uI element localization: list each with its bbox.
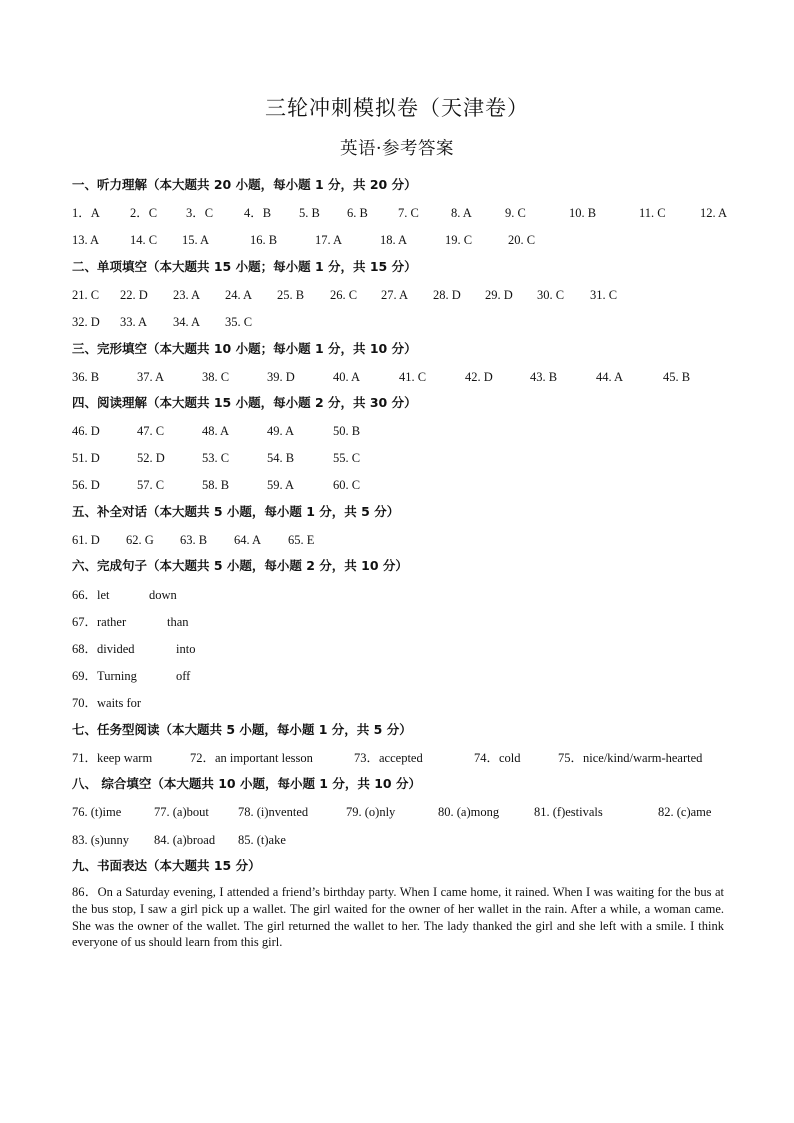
answer-item: 17. A <box>315 233 343 247</box>
answer-item: off <box>176 669 191 683</box>
answer-row <box>72 367 732 387</box>
section-heading: 九、书面表达（本大题共 15 分） <box>72 858 261 873</box>
answer-item: 25. B <box>277 288 305 302</box>
answer-item: 12. A <box>700 206 728 220</box>
answer-item: 84. (a)broad <box>154 833 216 847</box>
answer-item: 79. (o)nly <box>346 805 396 819</box>
answer-item: 30. C <box>537 288 565 302</box>
answer-item: 14. C <box>130 233 158 247</box>
section-heading: 七、任务型阅读（本大题共 5 小题，每小题 1 分，共 5 分） <box>72 722 412 737</box>
answer-item: 16. B <box>250 233 278 247</box>
answer-item: 55. C <box>333 451 361 465</box>
answer-item: into <box>176 642 196 656</box>
answer-item: 7. C <box>398 206 419 220</box>
answer-row <box>72 421 732 441</box>
answer-item: 39. D <box>267 370 295 384</box>
answer-item: 73．accepted <box>354 751 423 765</box>
answer-item: 42. D <box>465 370 493 384</box>
answer-item: 56. D <box>72 478 100 492</box>
answer-item: 67．rather <box>72 615 127 629</box>
section-heading: 一、听力理解（本大题共 20 小题，每小题 1 分，共 20 分） <box>72 177 417 192</box>
answer-row <box>72 312 732 332</box>
answer-item: 19. C <box>445 233 473 247</box>
answer-item: 1．A <box>72 206 100 220</box>
answer-item: 68．divided <box>72 642 135 656</box>
answer-item: 35. C <box>225 315 253 329</box>
answer-item: 72．an important lesson <box>190 751 313 765</box>
answer-item: 23. A <box>173 288 201 302</box>
answer-item: 32. D <box>72 315 100 329</box>
answer-row <box>72 203 732 223</box>
answer-item: 2．C <box>130 206 158 220</box>
answer-item: 45. B <box>663 370 691 384</box>
section-heading: 六、完成句子（本大题共 5 小题，每小题 2 分，共 10 分） <box>72 558 408 573</box>
answer-item: down <box>149 588 177 602</box>
answer-item: 5. B <box>299 206 320 220</box>
answer-row <box>72 285 732 305</box>
section-heading: 五、补全对话（本大题共 5 小题，每小题 1 分，共 5 分） <box>72 504 400 519</box>
answer-item: 43. B <box>530 370 558 384</box>
answer-item: 37. A <box>137 370 165 384</box>
answer-item: 46. D <box>72 424 100 438</box>
section-heading: 八、 综合填空（本大题共 10 小题，每小题 1 分，共 10 分） <box>72 776 421 791</box>
essay-answer: 86．On a Saturday evening, I attended a friend’s birthday party. When I came home, it rained. When I was waiting for the bus at the bus stop, I saw a girl pick up a wallet. The girl waited for the owner of her wallet in the rain. After a while, a woman came. She was the owner of the wallet. The girl returned the wallet to her. The lady thanked the girl and she left with a smile. I think everyone of us should learn from this girl. <box>72 885 724 950</box>
answer-item: 54. B <box>267 451 295 465</box>
answer-item: 18. A <box>380 233 408 247</box>
answer-item: than <box>167 615 189 629</box>
answer-item: 9. C <box>505 206 526 220</box>
answer-item: 59. A <box>267 478 295 492</box>
answer-item: 10. B <box>569 206 597 220</box>
answer-item: 24. A <box>225 288 253 302</box>
page-subtitle: 英语·参考答案 <box>339 139 455 159</box>
answer-item: 4．B <box>244 206 272 220</box>
answer-item: 48. A <box>202 424 230 438</box>
answer-item: 49. A <box>267 424 295 438</box>
answer-item: 41. C <box>399 370 427 384</box>
answer-item: 44. A <box>596 370 624 384</box>
section-heading: 三、完形填空（本大题共 10 小题；每小题 1 分，共 10 分） <box>72 341 417 356</box>
answer-item: 77. (a)bout <box>154 805 209 819</box>
answer-item: 58. B <box>202 478 230 492</box>
answer-item: 27. A <box>381 288 409 302</box>
answer-item: 11. C <box>639 206 666 220</box>
answer-item: 65. E <box>288 533 315 547</box>
answer-row <box>72 530 732 550</box>
answer-item: 8. A <box>451 206 472 220</box>
answer-item: 61. D <box>72 533 100 547</box>
answer-row <box>72 693 732 713</box>
answer-item: 40. A <box>333 370 361 384</box>
answer-item: 82. (c)ame <box>658 805 712 819</box>
answer-item: 78. (i)nvented <box>238 805 309 819</box>
answer-item: 31. C <box>590 288 618 302</box>
section-heading: 四、阅读理解（本大题共 15 小题，每小题 2 分，共 30 分） <box>72 395 417 410</box>
page-title: 三轮冲刺模拟卷（天津卷） <box>265 96 529 120</box>
answer-item: 80. (a)mong <box>438 805 500 819</box>
answer-row <box>72 639 732 659</box>
section-heading: 二、单项填空（本大题共 15 小题；每小题 1 分，共 15 分） <box>72 259 417 274</box>
answer-item: 6. B <box>347 206 368 220</box>
answer-item: 53. C <box>202 451 230 465</box>
answer-row <box>72 612 732 632</box>
answer-item: 20. C <box>508 233 536 247</box>
answer-item: 62. G <box>126 533 154 547</box>
answer-row <box>72 830 732 850</box>
answer-item: 26. C <box>330 288 358 302</box>
answer-item: 15. A <box>182 233 210 247</box>
answer-item: 83. (s)unny <box>72 833 129 847</box>
answer-item: 3．C <box>186 206 214 220</box>
answer-item: 29. D <box>485 288 513 302</box>
answer-item: 71．keep warm <box>72 751 153 765</box>
answer-item: 76. (t)ime <box>72 805 122 819</box>
answer-item: 60. C <box>333 478 361 492</box>
answer-item: 34. A <box>173 315 201 329</box>
answer-row <box>72 475 732 495</box>
answer-item: 57. C <box>137 478 165 492</box>
answer-item: 28. D <box>433 288 461 302</box>
answer-item: 74．cold <box>474 751 521 765</box>
answer-item: 64. A <box>234 533 262 547</box>
answer-item: 21. C <box>72 288 100 302</box>
answer-item: 13. A <box>72 233 100 247</box>
answer-item: 75．nice/kind/warm-hearted <box>558 751 703 765</box>
answer-row <box>72 230 732 250</box>
answer-item: 66．let <box>72 588 110 602</box>
answer-item: 36. B <box>72 370 100 384</box>
answer-item: 85. (t)ake <box>238 833 286 847</box>
answer-item: 52. D <box>137 451 165 465</box>
answer-item: 38. C <box>202 370 230 384</box>
answer-item: 81. (f)estivals <box>534 805 603 819</box>
answer-item: 63. B <box>180 533 208 547</box>
answer-row <box>72 585 732 605</box>
answer-row <box>72 666 732 686</box>
answer-row <box>72 802 732 822</box>
answer-row <box>72 748 732 768</box>
answer-item: 70．waits for <box>72 696 142 710</box>
answer-item: 33. A <box>120 315 148 329</box>
answer-row <box>72 448 732 468</box>
answer-item: 51. D <box>72 451 100 465</box>
answer-item: 47. C <box>137 424 165 438</box>
answer-item: 22. D <box>120 288 148 302</box>
answer-item: 69．Turning <box>72 669 137 683</box>
answer-item: 50. B <box>333 424 361 438</box>
